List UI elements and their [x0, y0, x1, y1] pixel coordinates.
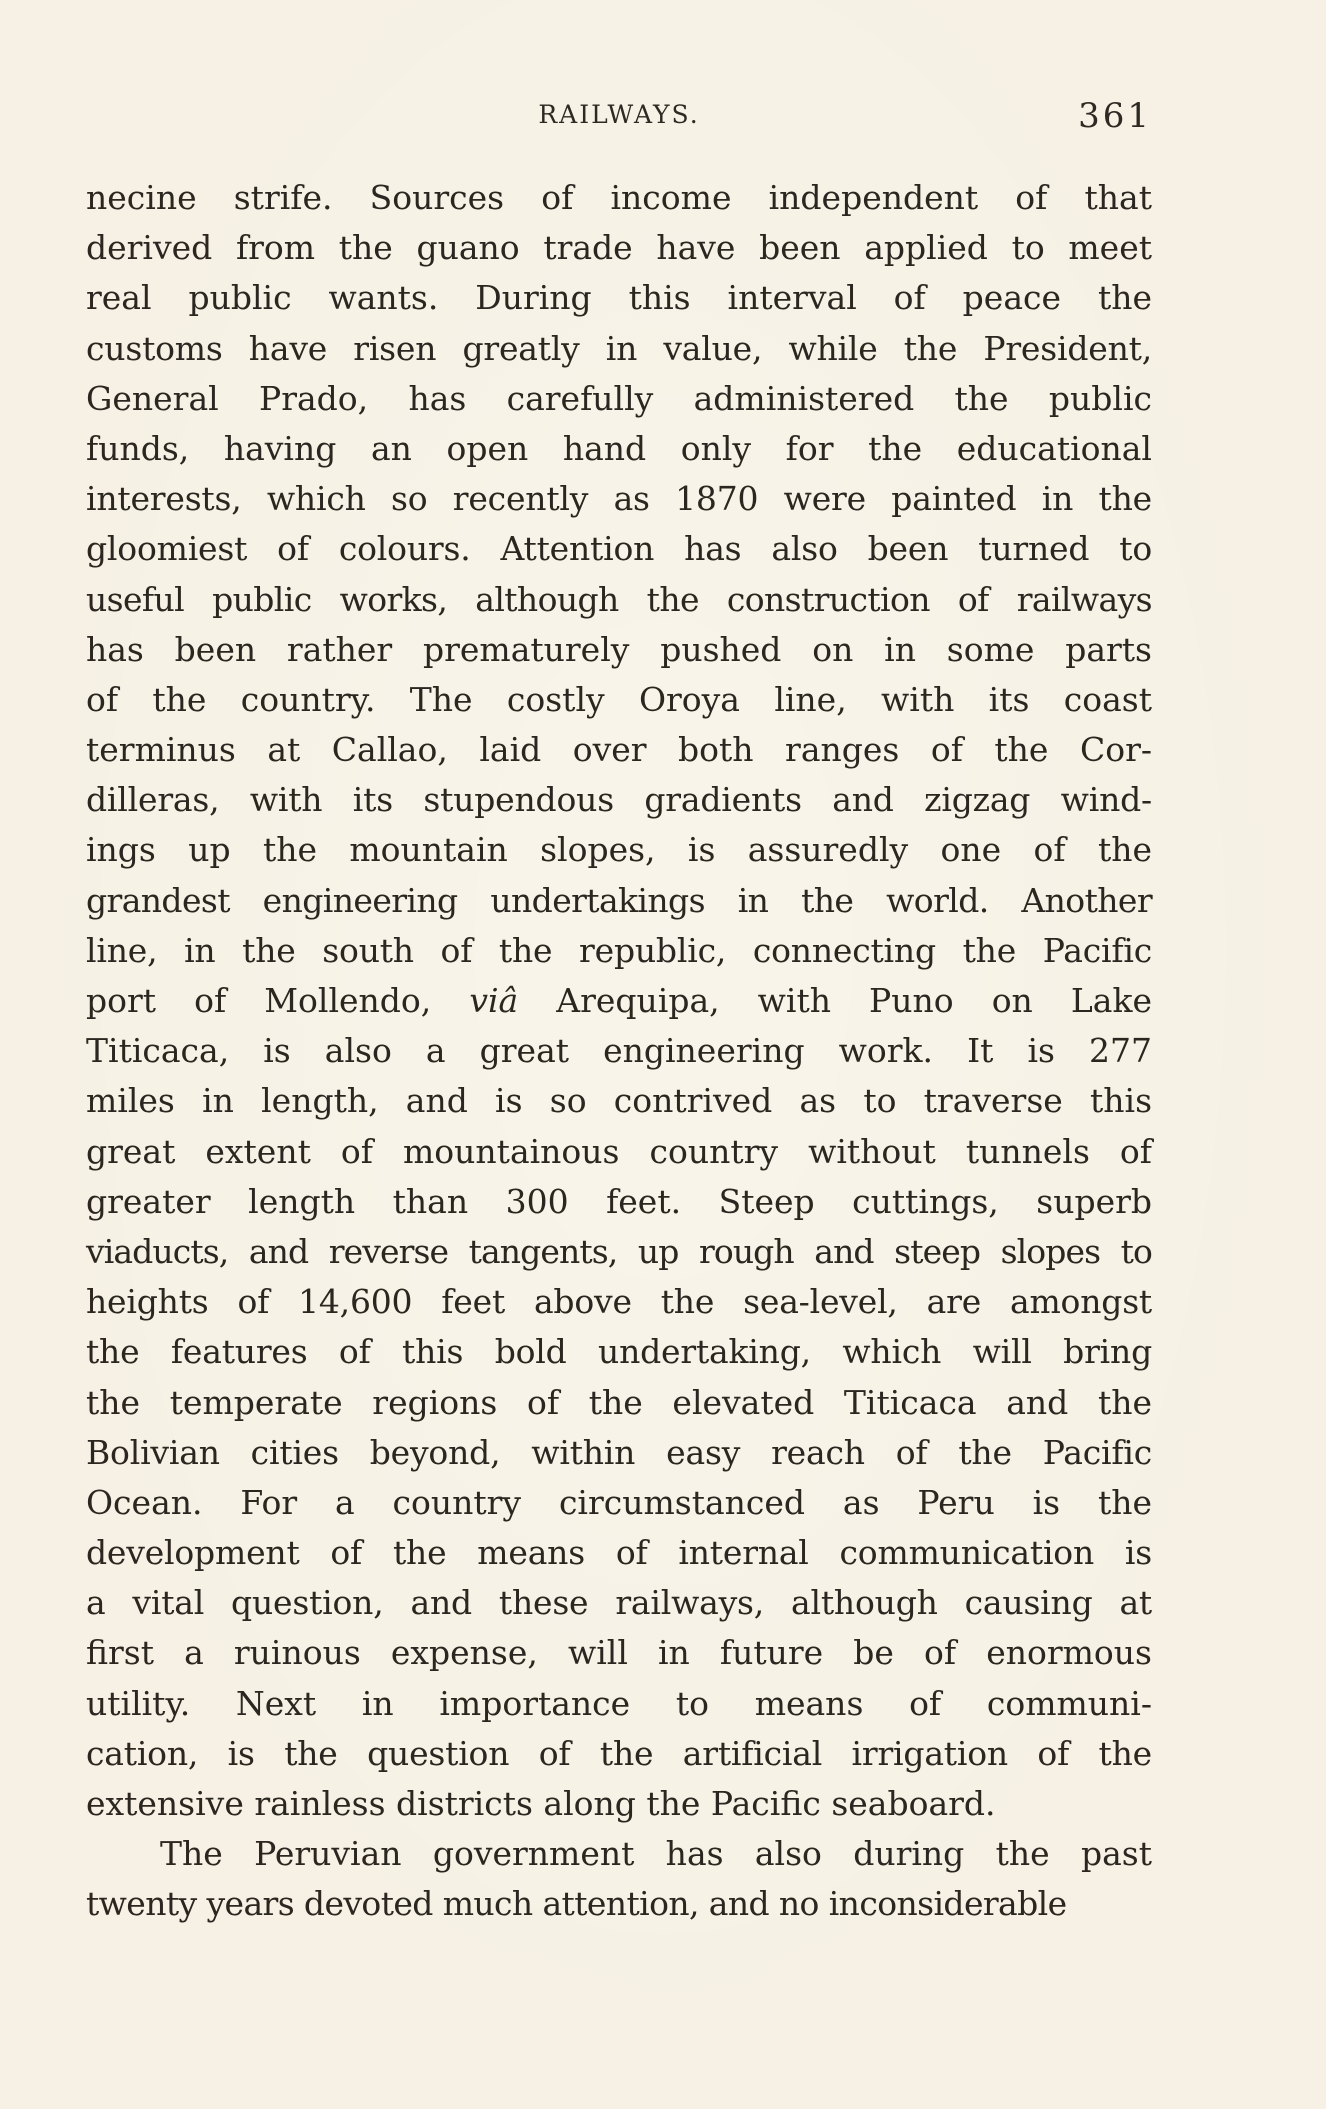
- text-line: The Peruvian government has also during the past: [160, 1834, 1152, 1874]
- text-line: gloomiest of colours. Attention has also been turned to: [86, 529, 1152, 569]
- text-line: derived from the guano trade have been applied to meet: [86, 228, 1152, 268]
- text-line: extensive rainless districts along the Pacific seaboard.: [86, 1784, 996, 1823]
- text-line: dilleras, with its stupendous gradients and zigzag wind-: [86, 780, 1152, 820]
- text-line: the features of this bold undertaking, which will bring: [86, 1332, 1152, 1372]
- body-text: [86, 173, 1152, 1930]
- text-line: ings up the mountain slopes, is assuredly one of the: [86, 830, 1152, 870]
- text-line: useful public works, although the construction of railways: [86, 579, 1152, 619]
- text-segment: port of Mollendo,: [86, 981, 432, 1020]
- text-line: line, in the south of the republic, connecting the Pacific: [86, 930, 1152, 970]
- page-header: [86, 96, 1152, 140]
- text-line: twenty years devoted much attention, and no inconsiderable: [86, 1884, 1067, 1924]
- text-line: development of the means of internal communication is: [86, 1533, 1152, 1573]
- text-line: Titicaca, is also a great engineering work. It is 277: [86, 1031, 1152, 1071]
- text-line: viaducts, and reverse tangents, up rough and steep slopes to: [86, 1231, 1152, 1271]
- text-line: interests, which so recently as 1870 were painted in the: [86, 479, 1152, 519]
- italic-word: viâ: [469, 981, 519, 1020]
- text-line: greater length than 300 feet. Steep cuttings, superb: [86, 1181, 1152, 1221]
- text-line: utility. Next in importance to means of communi-: [86, 1683, 1152, 1723]
- text-line: miles in length, and is so contrived as to traverse this: [86, 1081, 1152, 1121]
- text-line: terminus at Callao, laid over both ranges of the Cor-: [86, 730, 1152, 770]
- text-line: real public wants. During this interval of peace the: [86, 278, 1152, 318]
- page-number: 361: [1078, 96, 1152, 136]
- text-line: first a ruinous expense, will in future be of enormous: [86, 1633, 1152, 1673]
- text-line: the temperate regions of the elevated Titicaca and the: [86, 1382, 1152, 1422]
- text-line: [86, 976, 1152, 1026]
- text-line: of the country. The costly Oroya line, with its coast: [86, 679, 1152, 719]
- text-line: Ocean. For a country circumstanced as Peru is the: [86, 1482, 1152, 1522]
- text-line: necine strife. Sources of income independent of that: [86, 178, 1152, 217]
- text-line: General Prado, has carefully administered the public: [86, 378, 1152, 418]
- text-line: cation, is the question of the artificial irrigation of the: [86, 1733, 1152, 1773]
- text-line: has been rather prematurely pushed on in some parts: [86, 629, 1152, 669]
- text-line: grandest engineering undertakings in the world. Another: [86, 880, 1152, 920]
- running-head: RAILWAYS.: [538, 100, 700, 129]
- text-line: funds, having an open hand only for the educational: [86, 428, 1152, 468]
- text-line: heights of 14,600 feet above the sea-level, are amongst: [86, 1282, 1152, 1322]
- text-segment: Arequipa, with Puno on Lake: [556, 981, 1152, 1020]
- text-line: a vital question, and these railways, although causing at: [86, 1583, 1152, 1623]
- text-line: customs have risen greatly in value, while the President,: [86, 328, 1152, 368]
- text-line: Bolivian cities beyond, within easy reach of the Pacific: [86, 1432, 1152, 1472]
- text-line: great extent of mountainous country without tunnels of: [86, 1131, 1152, 1171]
